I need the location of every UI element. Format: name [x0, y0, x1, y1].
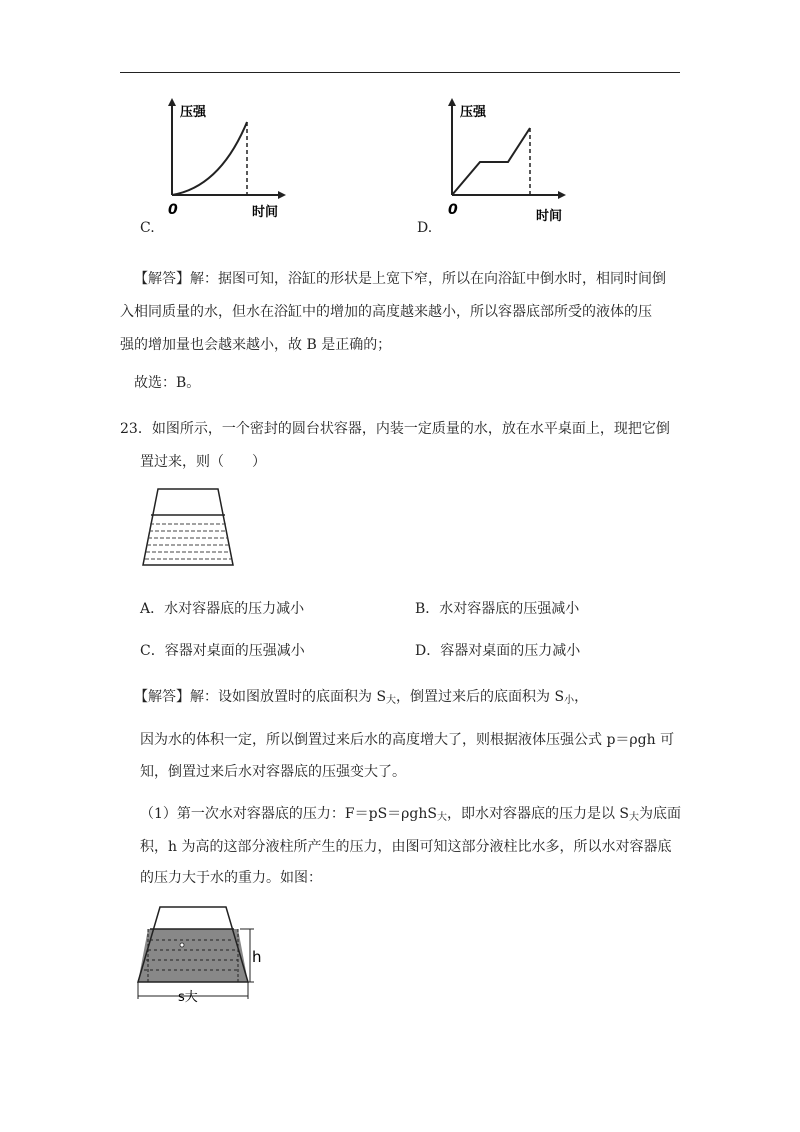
answer-tag: 【解答】	[134, 271, 190, 287]
graph-c-option-label: C.	[140, 220, 155, 236]
answer-23-line-1: 【解答】解：设如图放置时的底面积为 $S_大$，倒置过来后的底面积为 $S_小$，	[134, 689, 589, 706]
container-figure	[138, 486, 238, 568]
option-a: A．水对容器底的压力减小	[140, 601, 305, 617]
container-outline	[143, 489, 233, 565]
graph-c-x-label: 时间	[252, 205, 279, 220]
answer-tag: 【解答】	[134, 689, 190, 705]
answer-22-line-3: 强的增加量也会越来越小，故 B 是正确的；	[120, 337, 392, 353]
graph-c-origin: 0	[168, 202, 178, 218]
answer-23-para-1-line-3: 的压力大于水的重力。如图：	[140, 870, 322, 886]
question-23-line-2: 置过来，则（ ）	[140, 454, 266, 470]
graph-c-y-arrow	[168, 98, 176, 106]
graph-d-y-arrow	[448, 98, 456, 106]
graph-c-x-arrow	[278, 191, 286, 199]
question-23-line-1: 23．如图所示，一个密封的圆台状容器，内装一定质量的水，放在水平桌面上，现把它倒	[120, 421, 670, 437]
h-label: h	[252, 948, 262, 966]
point-marker	[180, 943, 184, 947]
option-c: C．容器对桌面的压强减小	[140, 643, 305, 659]
answer-22-line-2: 入相同质量的水，但水在浴缸中的增加的高度越来越小，所以容器底部所受的液体的压	[120, 304, 652, 320]
s-label: s大	[178, 990, 198, 1004]
graph-d-y-label: 压强	[460, 105, 487, 120]
pressure-figure	[136, 902, 271, 1004]
graph-d-origin: 0	[448, 202, 458, 218]
graph-d-x-arrow	[558, 191, 566, 199]
question-number: 23．	[120, 421, 152, 437]
graph-c	[150, 92, 300, 227]
answer-23-para-1-line-2: 积，h 为高的这部分液柱所产生的压力，由图可知这部分液柱比水多，所以水对容器底	[140, 839, 672, 855]
graph-c-curve	[172, 122, 247, 195]
liquid-column-shading	[138, 929, 248, 982]
graph-c-y-label: 压强	[180, 105, 207, 120]
answer-23-line-2: 因为水的体积一定，所以倒置过来后水的高度增大了，则根据液体压强公式 p＝ρgh 可	[140, 732, 675, 748]
answer-23-line-3: 知，倒置过来后水对容器底的压强变大了。	[140, 764, 406, 780]
header-rule	[120, 72, 680, 73]
graph-d-option-label: D.	[417, 220, 433, 236]
option-d: D．容器对桌面的压力减小	[415, 643, 581, 659]
answer-23-para-1-line-1: （1）第一次水对容器底的压力：F＝pS＝ρghS$_大$，即水对容器底的压力是以 $S_大$为底面	[140, 806, 682, 823]
graph-d-curve	[452, 128, 530, 195]
graph-d	[430, 92, 580, 227]
option-b: B．水对容器底的压强减小	[415, 601, 580, 617]
graph-d-x-label: 时间	[536, 209, 563, 224]
answer-22-line-1: 【解答】解：据图可知，浴缸的形状是上宽下窄，所以在向浴缸中倒水时，相同时间倒	[134, 271, 666, 287]
answer-22-choice: 故选：B。	[134, 375, 201, 391]
